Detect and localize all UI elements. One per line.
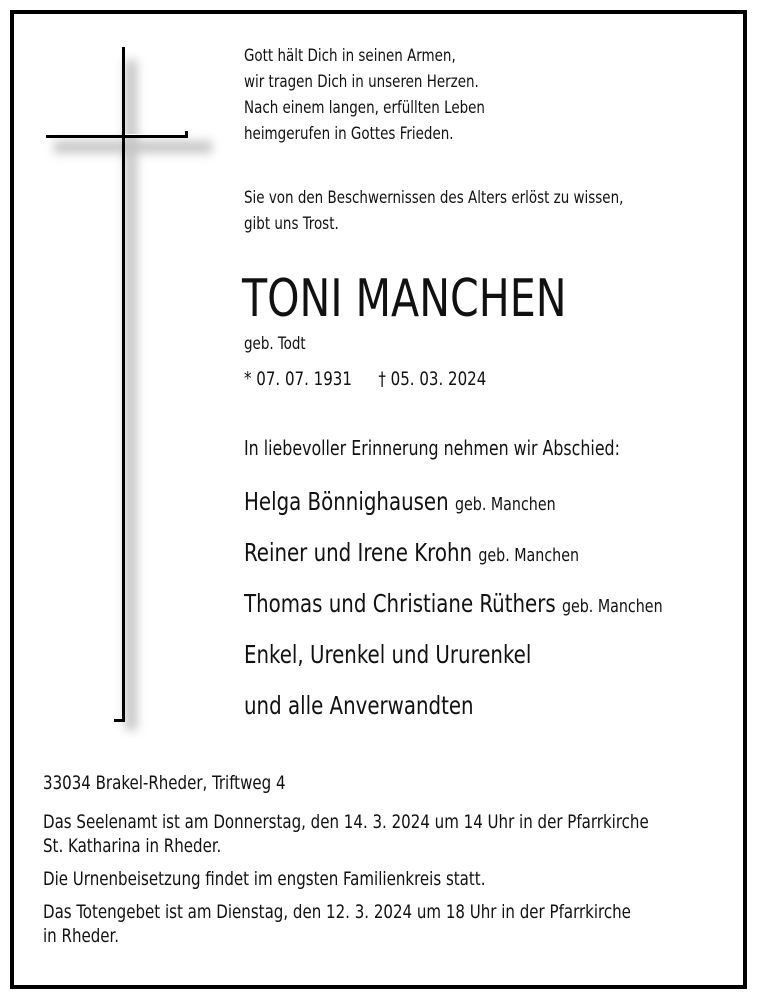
mourner-name: Reiner und Irene Krohn: [244, 538, 473, 567]
mourner-name: Thomas und Christiane Rüthers: [244, 589, 556, 618]
poem-line: Nach einem langen, erfüllten Leben: [244, 98, 485, 118]
mourner-item: [244, 536, 663, 587]
farewell-text: In liebevoller Erinnerung nehmen wir Abschied:: [244, 436, 620, 460]
birth-date: * 07. 07. 1931: [244, 368, 352, 390]
deceased-name: TONI MANCHEN: [242, 269, 567, 329]
mourner-item: [244, 485, 663, 536]
comfort-line: Sie von den Beschwernissen des Alters erlöst zu wissen,: [244, 188, 624, 208]
service-notices: [43, 810, 649, 957]
mourner-item: [244, 638, 663, 689]
life-dates: [244, 366, 486, 392]
notice-line: Das Totengebet ist am Dienstag, den 12. 3. 2024 um 18 Uhr in der Pfarrkirche: [43, 901, 631, 923]
poem-line: Gott hält Dich in seinen Armen,: [244, 46, 456, 66]
notice-line: in Rheder.: [43, 925, 119, 947]
mourner-note: geb. Manchen: [454, 494, 556, 515]
cross-icon: [14, 14, 234, 759]
mourner-note: geb. Manchen: [561, 596, 663, 617]
mourner-name: und alle Anverwandten: [244, 691, 474, 720]
family-address: 33034 Brakel-Rheder, Triftweg 4: [43, 772, 286, 794]
mourner-name: Helga Bönnighausen: [244, 487, 449, 516]
comfort-line: gibt uns Trost.: [244, 214, 339, 234]
maiden-name: geb. Todt: [244, 334, 306, 354]
notice-prayer: [43, 900, 649, 948]
mourner-note: geb. Manchen: [478, 545, 580, 566]
notice-line: St. Katharina in Rheder.: [43, 835, 222, 857]
poem-line: wir tragen Dich in unseren Herzen.: [244, 72, 479, 92]
notice-urn-burial: [43, 867, 649, 891]
mourners-list: [244, 485, 663, 740]
notice-requiem: [43, 810, 649, 858]
poem-verse: [244, 43, 485, 147]
notice-line: Das Seelenamt ist am Donnerstag, den 14. 3. 2024 um 14 Uhr in der Pfarrkirche: [43, 811, 649, 833]
comfort-text: [244, 185, 623, 237]
obituary-frame: [10, 10, 747, 989]
mourner-name: Enkel, Urenkel und Ururenkel: [244, 640, 532, 669]
death-date: † 05. 03. 2024: [378, 368, 487, 390]
notice-line: Die Urnenbeisetzung findet im engsten Familienkreis statt.: [43, 868, 486, 890]
mourner-item: [244, 587, 663, 638]
mourner-item: [244, 689, 663, 740]
poem-line: heimgerufen in Gottes Frieden.: [244, 124, 454, 144]
